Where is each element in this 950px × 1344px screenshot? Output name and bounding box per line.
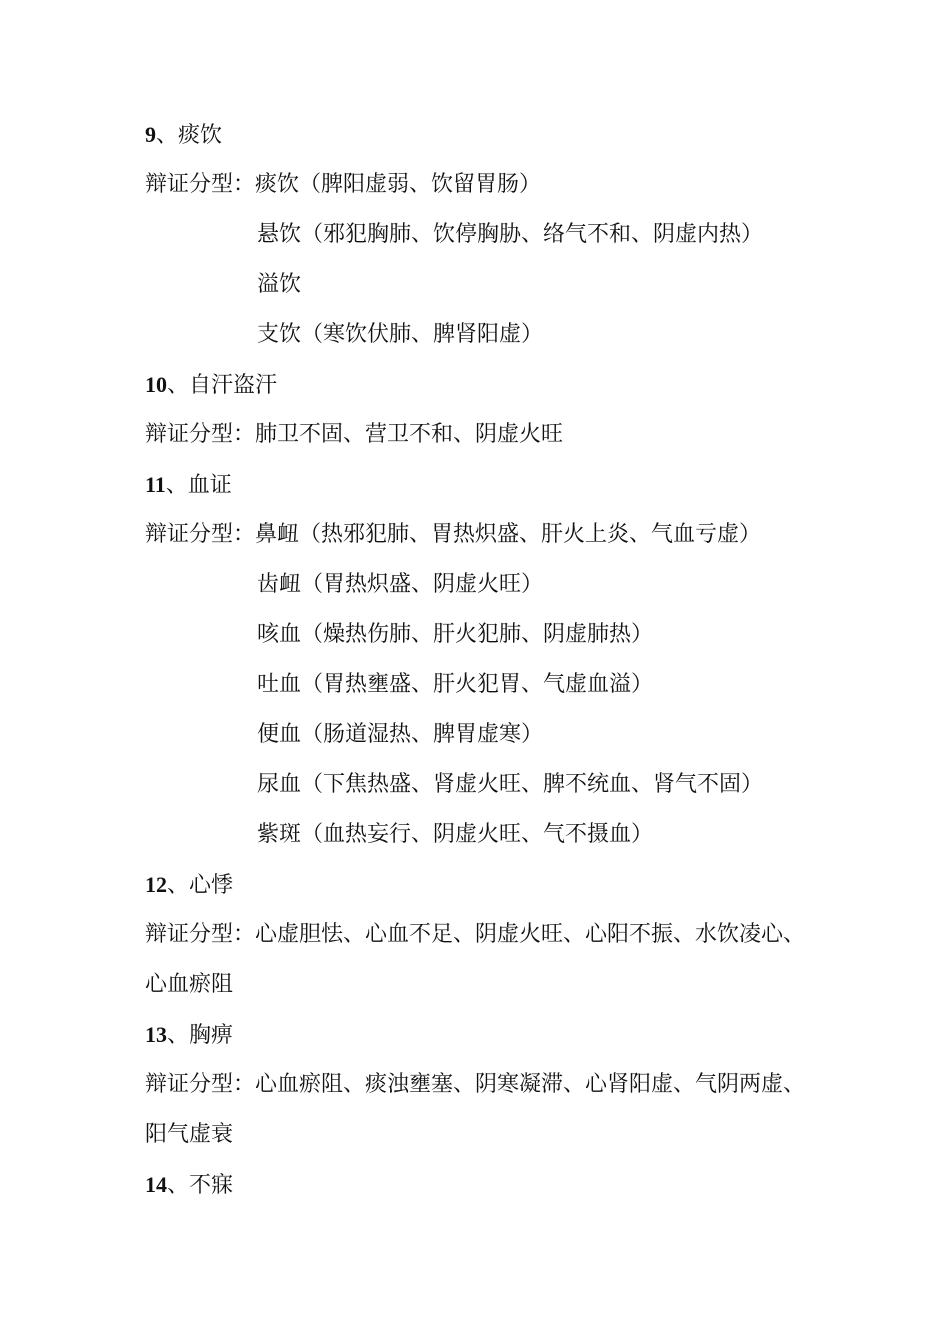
syndrome-type: 心虚胆怯、心血不足、阴虚火旺、心阳不振、水饮凌心、 <box>255 922 806 947</box>
syndrome-type: 鼻衄（热邪犯肺、胃热炽盛、肝火上炎、气血亏虚） <box>255 522 762 547</box>
syndrome-type: 便血（肠道湿热、脾胃虚寒） <box>257 722 544 747</box>
syndrome-label: 辩证分型： <box>145 922 256 947</box>
syndrome-continuation: 心血瘀阻 <box>145 972 234 997</box>
syndrome-label: 辩证分型： <box>145 172 256 197</box>
syndrome-line <box>145 910 805 960</box>
syndrome-type: 尿血（下焦热盛、肾虚火旺、脾不统血、肾气不固） <box>257 772 764 797</box>
syndrome-continuation: 阳气虚衰 <box>145 1122 234 1147</box>
section-number: 10 <box>145 372 167 397</box>
section-title: 、不寐 <box>167 1173 234 1198</box>
syndrome-type: 痰饮（脾阳虚弱、饮留胃肠） <box>255 172 542 197</box>
syndrome-label: 辩证分型： <box>145 422 256 447</box>
syndrome-type: 心血瘀阻、痰浊壅塞、阴寒凝滞、心肾阳虚、气阴两虚、 <box>255 1072 806 1097</box>
syndrome-label: 辩证分型： <box>145 1072 256 1097</box>
syndrome-type: 咳血（燥热伤肺、肝火犯肺、阴虚肺热） <box>257 622 654 647</box>
syndrome-line <box>145 510 761 560</box>
section-number: 13 <box>145 1022 167 1047</box>
section-heading-9 <box>145 110 222 160</box>
section-number: 12 <box>145 872 167 897</box>
section-number: 14 <box>145 1172 167 1197</box>
section-title: 、痰饮 <box>156 123 223 148</box>
syndrome-type: 吐血（胃热壅盛、肝火犯胃、气虚血溢） <box>257 672 654 697</box>
section-title: 、自汗盗汗 <box>167 373 278 398</box>
section-heading-10 <box>145 360 277 410</box>
section-title: 、胸痹 <box>167 1023 234 1048</box>
syndrome-type: 溢饮 <box>257 272 302 297</box>
section-heading-13 <box>145 1010 233 1060</box>
syndrome-type: 肺卫不固、营卫不和、阴虚火旺 <box>255 422 564 447</box>
syndrome-type: 齿衄（胃热炽盛、阴虚火旺） <box>257 572 544 597</box>
section-title: 、血证 <box>165 473 232 498</box>
syndrome-line <box>145 160 541 210</box>
syndrome-label: 辩证分型： <box>145 522 256 547</box>
syndrome-line <box>145 1060 805 1110</box>
syndrome-type: 紫斑（血热妄行、阴虚火旺、气不摄血） <box>257 822 654 847</box>
section-heading-12 <box>145 860 233 910</box>
section-title: 、心悸 <box>167 873 234 898</box>
syndrome-type: 悬饮（邪犯胸肺、饮停胸胁、络气不和、阴虚内热） <box>257 222 764 247</box>
section-heading-11 <box>145 460 232 510</box>
syndrome-line <box>145 410 563 460</box>
syndrome-type: 支饮（寒饮伏肺、脾肾阳虚） <box>257 322 544 347</box>
section-number: 11 <box>145 472 166 497</box>
section-heading-14 <box>145 1160 233 1210</box>
section-number: 9 <box>145 122 156 147</box>
